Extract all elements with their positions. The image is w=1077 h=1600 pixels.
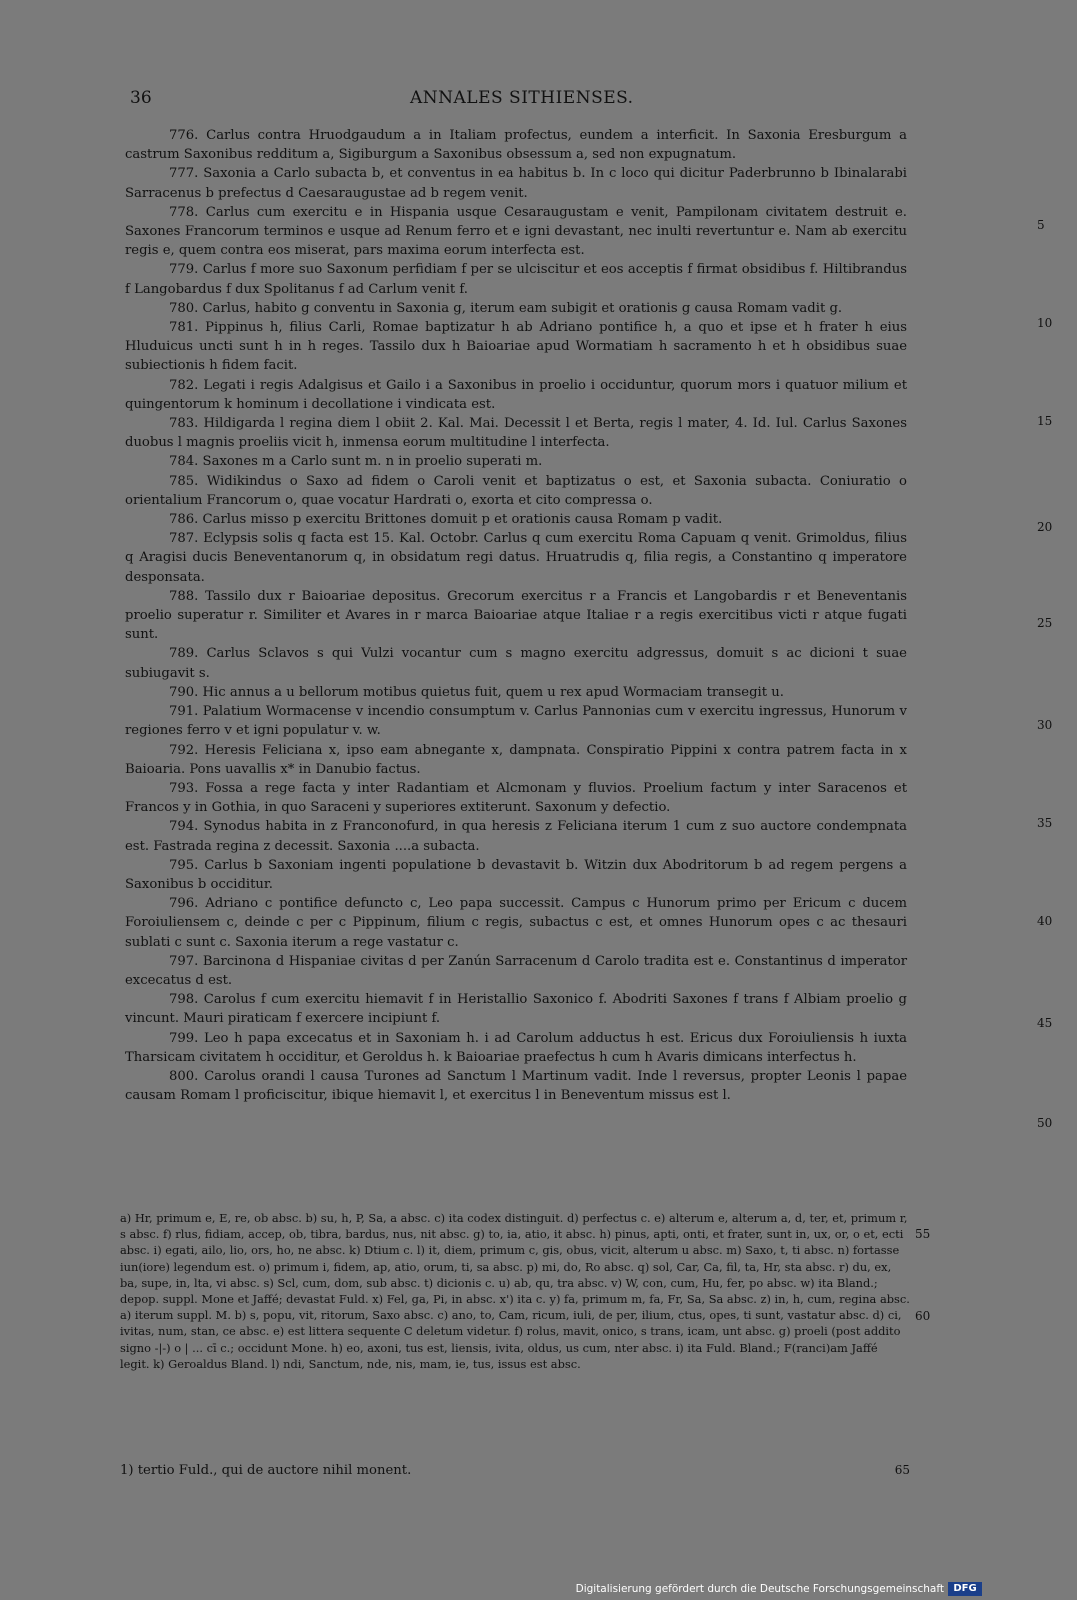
editor-note: [120, 1463, 910, 1478]
editor-note-text: 1) tertio Fuld., qui de auctore nihil monent.: [120, 1463, 412, 1478]
apparatus-text: a) Hr, primum e, E, re, ob absc. b) su, h, P, Sa, a absc. c) ita codex distinguit. d) perfectus c. e) alterum e, alterum a, d, ter, et, primum r, s absc. f) rlus, fidiam, accep, ob, tibra, bardus, nus, nit absc. g) to, ia, atio, it absc. h) pinus, apti, onti, et frater, sunt in, ux, or, o et, ecti absc. i) egati, ailo, lio, ors, ho, ne absc. k) Dtium c. l) it, diem, primum c, gis, obus, vicit, alterum u absc. m) Saxo, t, ti absc. n) fortasse iun(iore) legendum est. o) primum i, fidem, ap, atio, orum, ti, sa absc. p) mi, do, Ro absc. q) sol, Car, Ca, fil, ta, Hr, sta absc. r) du, ex, ba, supe, in, lta, vi absc. s) Scl, cum, dom, sub absc. t) dicionis c. u) ab, qu, tra absc. v) W, con, cum, Hu, fer, po absc. w) ita Bland.; depop. suppl. Mone et Jaffé; devastat Fuld. x) Fel, ga, Pi, in absc. x') ita c. y) fa, primum m, fa, Fr, Sa, Sa absc. z) in, h, cum, regina absc. a) iterum suppl. M. b) s, popu, vit, ritorum, Saxo absc. c) ano, to, Cam, ricum, iuli, de per, ilium, ctus, opes, ti sunt, vastatur absc. d) ci, ivitas, num, stan, ce absc. e) est littera sequente C deletum videtur. f) rolus, mavit, onico, s trans, icam, unt absc. g) proeli (post addito signo -|-) o | ... cī c.; occidunt Mone. h) eo, axoni, tus est, liensis, ivita, oldus, us cum, nter absc. i) ita Fuld. Bland.; F(ranci)am Jaffé legit. k) Geroaldus Bland. l) ndi, Sanctum, nde, nis, mam, ie, tus, issus est absc.: [120, 1211, 910, 1371]
page-number: 36: [130, 88, 152, 108]
line-number: 5: [1037, 218, 1045, 232]
entry-800: 800. Carolus orandi l causa Turones ad Sanctum l Martinum vadit. Inde l reversus, propter Leonis l papae causam Romam l proficiscitur, ibique hiemavit l, et exercitus l in Beneventum missus est l.: [125, 1068, 907, 1104]
critical-apparatus: [120, 1210, 931, 1372]
entry-794: 794. Synodus habita in z Franconofurd, in qua heresis z Feliciana iterum 1 cum z suo auctore condempnata est. Fastrada regina z decessit. Saxonia ....a subacta.: [125, 819, 907, 854]
entry-797: 797. Barcinona d Hispaniae civitas d per Zanún Sarracenum d Carolo tradita est e. Constantinus d imperator excecatus d est.: [125, 953, 907, 988]
line-number: 15: [1037, 414, 1053, 428]
line-number: 35: [1037, 816, 1053, 830]
line-number: 25: [1037, 616, 1053, 630]
entry-790: 790. Hic annus a u bellorum motibus quietus fuit, quem u rex apud Wormaciam transegit u.: [169, 684, 784, 700]
entry-791: 791. Palatium Wormacense v incendio consumptum v. Carlus Pannonias cum v exercitu ingressus, Hunorum v regiones ferro v et igni populatur v. w.: [125, 704, 907, 739]
entry-784: 784. Saxones m a Carlo sunt m. n in proelio superati m.: [169, 454, 543, 470]
entry-780: 780. Carlus, habito g conventu in Saxonia g, iterum eam subigit et orationis g causa Romam vadit g.: [169, 300, 843, 316]
entry-796: 796. Adriano c pontifice defuncto c, Leo papa successit. Campus c Hunorum primo per Ericum c ducem Foroiuliensem c, deinde c per c Pippinum, filium c regis, subactus c est, et omnes Hunorum opes c ac thesauri sublati c sunt c. Saxonia iterum a rege vastatur c.: [125, 896, 907, 950]
line-number: 65: [894, 1463, 910, 1477]
entry-788: 788. Tassilo dux r Baioariae depositus. Grecorum exercitus r a Francis et Langobardis r et Beneventanis proelio superatur r. Similiter et Avares in r marca Baioariae atque Italiae r a regis exercitibus victi r atque fugati sunt.: [125, 588, 907, 643]
line-number: 45: [1037, 1016, 1053, 1030]
dfg-logo-icon: DFG: [948, 1582, 982, 1596]
line-number: 60: [915, 1309, 931, 1323]
page-header: [130, 88, 900, 118]
footer-bar: [0, 1574, 1000, 1600]
entry-777: 777. Saxonia a Carlo subacta b, et conventus in ea habitus b. In c loco qui dicitur Paderbrunno b Ibinalarabi Sarracenus b prefectus d Caesaraugustae ad b regem venit.: [125, 166, 907, 201]
line-number: 30: [1037, 718, 1053, 732]
funding-credit: Digitalisierung gefördert durch die Deutsche Forschungsgemeinschaft: [575, 1583, 944, 1595]
line-number: 50: [1037, 1116, 1053, 1130]
entry-795: 795. Carlus b Saxoniam ingenti populatione b devastavit b. Witzin dux Abodritorum b ad regem pergens a Saxonibus b occiditur.: [125, 857, 907, 892]
entry-787: 787. Eclypsis solis q facta est 15. Kal. Octobr. Carlus q cum exercitu Roma Capuam q venit. Grimoldus, filius q Aragisi ducis Beneventanorum q, in obsidatum regi datus. Hruatrudis q, filia regis, a Constantino q imperatore desponsata.: [125, 531, 907, 585]
line-number: 20: [1037, 520, 1053, 534]
annals-body: [125, 126, 1053, 1130]
line-number: 55: [915, 1227, 931, 1241]
entry-776: 776. Carlus contra Hruodgaudum a in Italiam profectus, eundem a interficit. In Saxonia Eresburgum a castrum Saxonibus redditum a, Sigiburgum a Saxonibus obsessum a, sed non expugnatum.: [125, 128, 907, 163]
entry-781: 781. Pippinus h, filius Carli, Romae baptizatur h ab Adriano pontifice h, a quo et ipse et h frater h eius Hluduicus uncti sunt h in h reges. Tassilo dux h Baioariae apud Wormatiam h sacramento h et h obsidibus suae subiectionis h fidem facit.: [125, 320, 907, 374]
entry-798: 798. Carolus f cum exercitu hiemavit f in Heristallio Saxonico f. Abodriti Saxones f trans f Albiam proelio g vincunt. Mauri piraticam f exercere incipiunt f.: [125, 992, 907, 1027]
entry-786: 786. Carlus misso p exercitu Brittones domuit p et orationis causa Romam p vadit.: [169, 512, 723, 528]
entry-778: 778. Carlus cum exercitu e in Hispania usque Cesaraugustam e venit, Pampilonam civitatem destruit e. Saxones Francorum terminos e usque ad Renum ferro et e igni devastant, nec inulti revertuntur e. Nam ab exercitu regis e, quem contra eos miserat, pars maxima eorum interfecta est.: [125, 204, 907, 259]
entry-783: 783. Hildigarda l regina diem l obiit 2. Kal. Mai. Decessit l et Berta, regis l mater, 4. Id. Iul. Carlus Saxones duobus l magnis proeliis vicit h, inmensa eorum multitudine l interfecta.: [125, 416, 907, 451]
entry-785: 785. Widikindus o Saxo ad fidem o Caroli venit et baptizatus o est, et Saxonia subacta. Coniuratio o orientalium Francorum o, quae vocatur Hardrati o, exorta et cito compressa o.: [125, 473, 907, 508]
entry-799: 799. Leo h papa excecatus et in Saxoniam h. i ad Carolum adductus h est. Ericus dux Foroiuliensis h iuxta Tharsicam civitatem h occiditur, et Geroldus h. k Baioariae praefectus h cum h Avaris dimicans interfectus h.: [125, 1030, 907, 1065]
entry-779: 779. Carlus f more suo Saxonum perfidiam f per se ulciscitur et eos acceptis f firmat obsidibus f. Hiltibrandus f Langobardus f dux Spolitanus f ad Carlum venit f.: [125, 262, 907, 297]
line-number: 10: [1037, 316, 1053, 330]
entry-793: 793. Fossa a rege facta y inter Radantiam et Alcmonam y fluvios. Proelium factum y inter Saracenos et Francos y in Gothia, in quo Saraceni y superiores extiterunt. Saxonum y defectio.: [125, 780, 907, 816]
line-number: 40: [1037, 914, 1053, 928]
running-title: ANNALES SITHIENSES.: [410, 88, 634, 108]
entry-789: 789. Carlus Sclavos s qui Vulzi vocantur cum s magno exercitu adgressus, domuit s ac dicioni t suae subiugavit s.: [125, 646, 907, 681]
entry-792: 792. Heresis Feliciana x, ipso eam abnegante x, dampnata. Conspiratio Pippini x contra patrem facta in x Baioaria. Pons uavallis x* in Danubio factus.: [125, 742, 907, 777]
entry-782: 782. Legati i regis Adalgisus et Gailo i a Saxonibus in proelio i occiduntur, quorum mors i quatuor milium et quingentorum k hominum i decollatione i vindicata est.: [125, 377, 907, 412]
